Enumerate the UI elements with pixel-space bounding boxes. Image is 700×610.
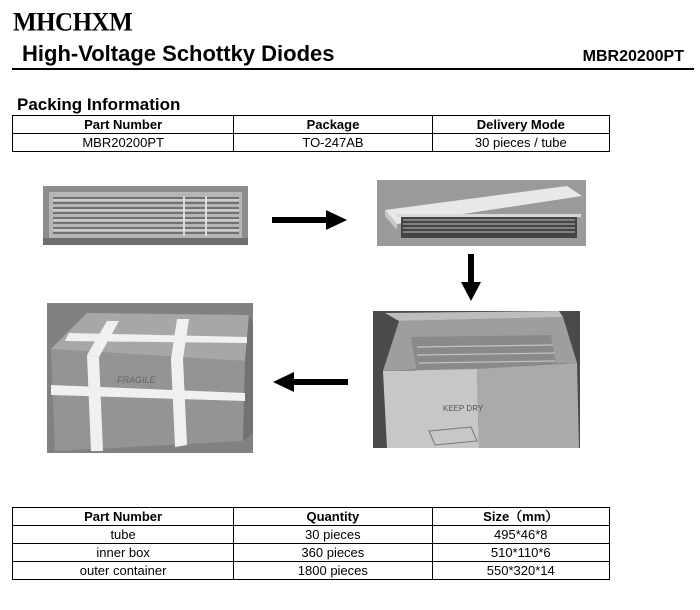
table-cell: 495*46*8 bbox=[432, 526, 610, 544]
table-cell: TO-247AB bbox=[234, 134, 432, 152]
table-cell: outer container bbox=[13, 562, 234, 580]
outer-carton-sealed-photo bbox=[47, 303, 253, 453]
arrow-left-icon bbox=[272, 370, 348, 394]
table-header-row bbox=[13, 116, 610, 134]
column-header: Delivery Mode bbox=[432, 116, 609, 134]
tubes-bundle-photo bbox=[43, 186, 248, 245]
table-row bbox=[13, 526, 610, 544]
inner-box-with-tubes-photo bbox=[377, 180, 586, 246]
column-header: Part Number bbox=[13, 116, 234, 134]
table-row bbox=[13, 544, 610, 562]
fragile-print: FRAGILE bbox=[117, 375, 156, 385]
table-row bbox=[13, 562, 610, 580]
table-cell: MBR20200PT bbox=[13, 134, 234, 152]
table-cell: tube bbox=[13, 526, 234, 544]
table-header-row bbox=[13, 508, 610, 526]
arrow-right-icon bbox=[272, 208, 348, 232]
page-title: High-Voltage Schottky Diodes bbox=[22, 41, 335, 66]
column-header: Part Number bbox=[13, 508, 234, 526]
spec-table bbox=[12, 507, 610, 580]
table-cell: 550*320*14 bbox=[432, 562, 610, 580]
keep-dry-print: KEEP DRY bbox=[443, 404, 484, 413]
table-cell: 1800 pieces bbox=[234, 562, 432, 580]
title-rule bbox=[12, 68, 694, 70]
table-cell: 510*110*6 bbox=[432, 544, 610, 562]
column-header: Quantity bbox=[234, 508, 432, 526]
table-cell: 30 pieces bbox=[234, 526, 432, 544]
table-row bbox=[13, 134, 610, 152]
section-title: Packing Information bbox=[17, 95, 181, 114]
column-header: Size（mm） bbox=[432, 508, 610, 526]
packing-info-table bbox=[12, 115, 610, 152]
column-header: Package bbox=[234, 116, 432, 134]
part-code: MBR20200PT bbox=[582, 48, 684, 65]
arrow-down-icon bbox=[459, 254, 483, 302]
table-cell: 30 pieces / tube bbox=[432, 134, 609, 152]
table-cell: 360 pieces bbox=[234, 544, 432, 562]
logo: MHCHXM bbox=[13, 8, 133, 37]
outer-carton-open-photo bbox=[373, 311, 580, 448]
table-cell: inner box bbox=[13, 544, 234, 562]
